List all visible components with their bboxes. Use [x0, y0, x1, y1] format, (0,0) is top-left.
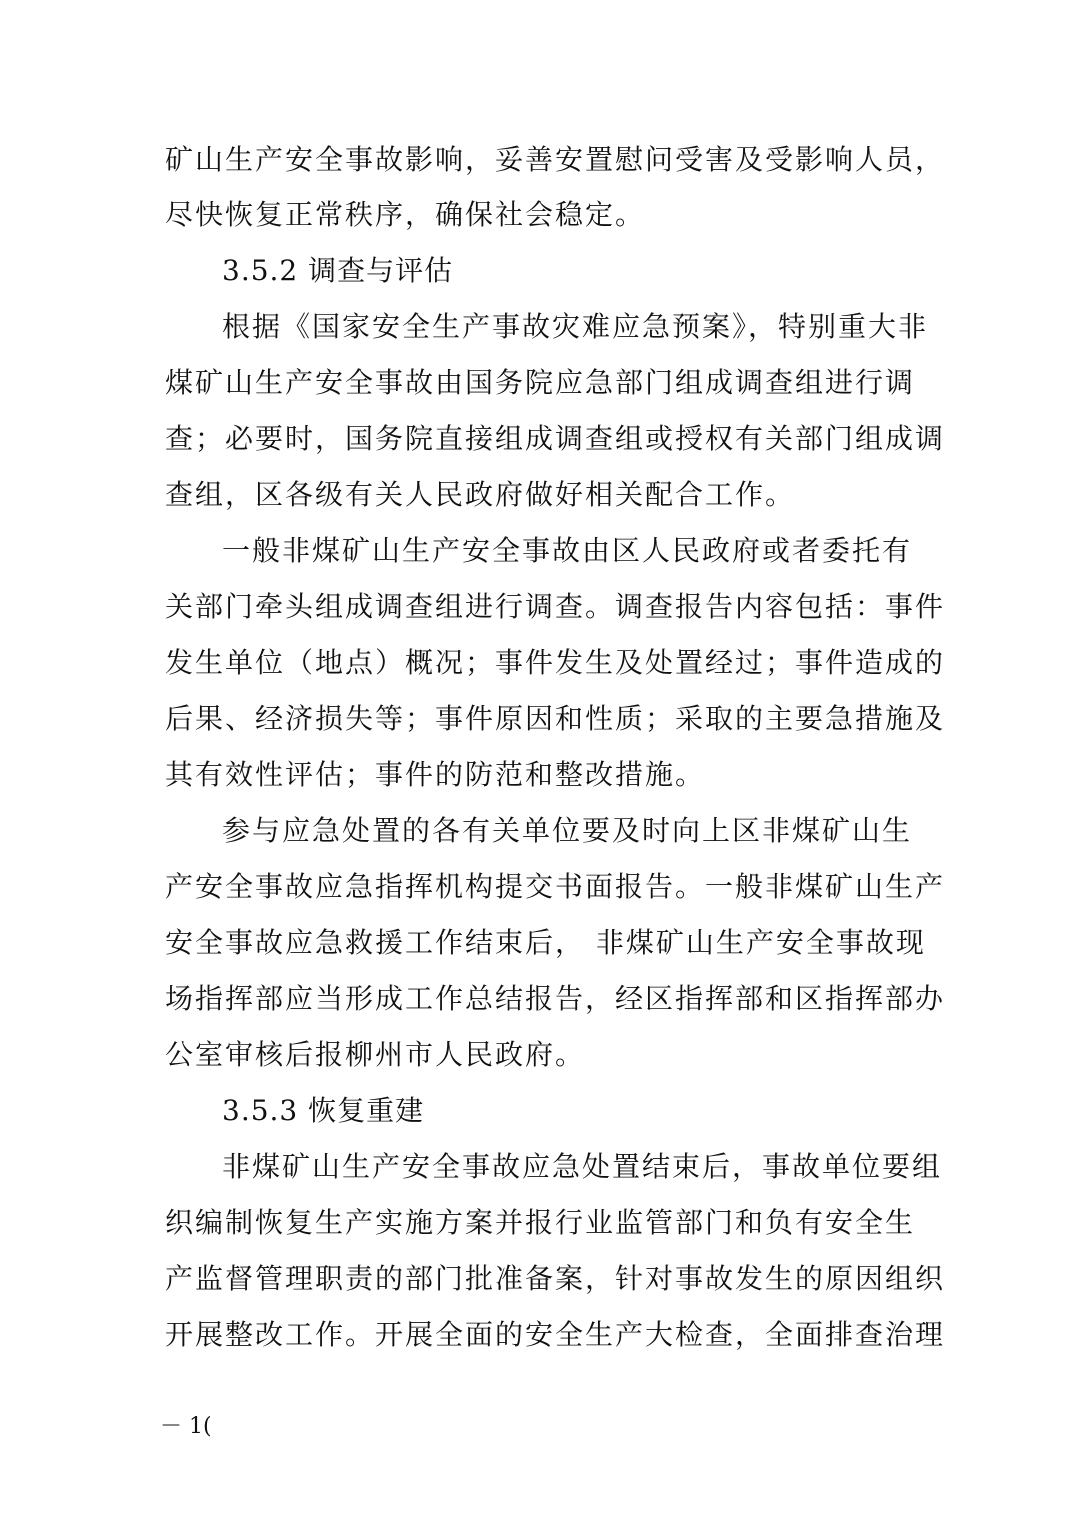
- text-line-15: 安全事故应急救援工作结束后， 非煤矿山生产安全事故现: [165, 926, 926, 959]
- text-line-1: 矿山生产安全事故影响，妥善安置慰问受害及受影响人员，: [165, 143, 946, 176]
- text-line-9: 关部门牵头组成调查组进行调查。调查报告内容包括：事件: [165, 590, 946, 623]
- text-line-22: 开展整改工作。开展全面的安全生产大检查，全面排查治理: [165, 1318, 946, 1351]
- text-line-13: 参与应急处置的各有关单位要及时向上区非煤矿山生: [222, 814, 913, 847]
- text-line-17: 公室审核后报柳州市人民政府。: [165, 1038, 586, 1071]
- section-heading-3-5-3: 3.5.3 恢复重建: [222, 1094, 425, 1127]
- text-line-6: 查；必要时，国务院直接组成调查组或授权有关部门组成调: [165, 422, 946, 455]
- text-line-8: 一般非煤矿山生产安全事故由区人民政府或者委托有: [222, 534, 913, 567]
- page-number: － 1(: [160, 1414, 212, 1439]
- text-line-7: 查组，区各级有关人民政府做好相关配合工作。: [165, 478, 796, 511]
- text-line-11: 后果、经济损失等；事件原因和性质；采取的主要急措施及: [165, 702, 946, 735]
- text-line-14: 产安全事故应急指挥机构提交书面报告。一般非煤矿山生产: [165, 870, 946, 903]
- text-line-19: 非煤矿山生产安全事故应急处置结束后，事故单位要组: [222, 1150, 943, 1183]
- text-line-5: 煤矿山生产安全事故由国务院应急部门组成调查组进行调: [165, 366, 916, 399]
- text-line-20: 织编制恢复生产实施方案并报行业监管部门和负有安全生: [165, 1206, 916, 1239]
- text-line-4: 根据《国家安全生产事故灾难应急预案》，特别重大非: [222, 310, 929, 343]
- section-heading-3-5-2: 3.5.2 调查与评估: [222, 254, 454, 287]
- text-line-16: 场指挥部应当形成工作总结报告，经区指挥部和区指挥部办: [165, 982, 946, 1015]
- text-line-2: 尽快恢复正常秩序，确保社会稳定。: [165, 198, 646, 231]
- text-line-10: 发生单位（地点）概况；事件发生及处置经过；事件造成的: [165, 646, 946, 679]
- text-line-21: 产监督管理职责的部门批准备案，针对事故发生的原因组织: [165, 1262, 946, 1295]
- text-line-12: 其有效性评估；事件的防范和整改措施。: [165, 758, 706, 791]
